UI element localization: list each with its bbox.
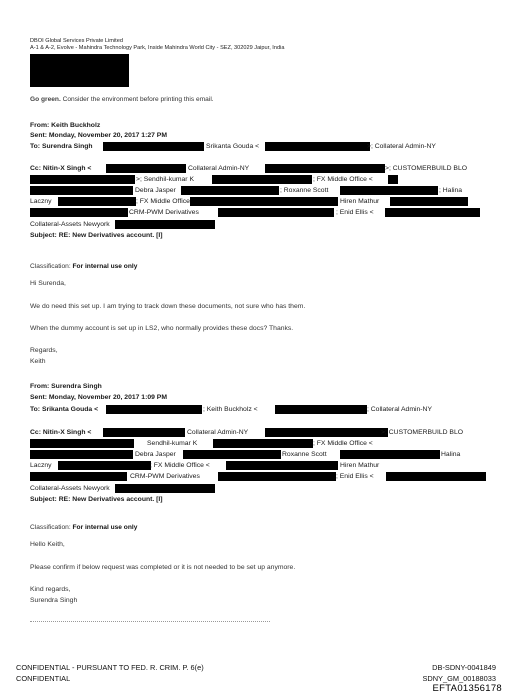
email1-cc-recipient: >; CUSTOMERBUILD BLO [385, 165, 468, 172]
redaction-bar [103, 142, 204, 151]
redaction-bar [218, 472, 336, 481]
classification-value: For internal use only [72, 524, 138, 531]
redaction-block [30, 54, 129, 87]
green-notice-text: Consider the environment before printing this email. [60, 96, 214, 103]
email1-subject: Subject: RE: New Derivatives account. [I] [30, 232, 163, 239]
green-notice-lead: Go green. [30, 96, 61, 103]
email2-cc-recipient: >; CUSTOMERBUILD BLO [381, 429, 464, 436]
redaction-bar [103, 428, 185, 437]
redaction-bar [30, 175, 135, 184]
green-notice [30, 96, 214, 103]
email1-paragraph: When the dummy account is set up in LS2, who normally provides these docs? Thanks. [30, 325, 294, 332]
email1-cc-label: Cc: Nitin-X Singh < [30, 165, 92, 172]
email1-to-label: To: Surendra Singh [30, 143, 93, 150]
redaction-bar [340, 450, 440, 459]
email1-cc-recipient: CRM-PWM Derivatives [129, 209, 199, 216]
redaction-bar [388, 175, 398, 184]
bates-number: EFTA01356178 [432, 683, 502, 694]
footer-confidential: CONFIDENTIAL [16, 674, 71, 683]
email2-cc-recipient: ; Enid Ellis < [336, 473, 374, 480]
company-name: DBOI Global Services Private Limited [30, 38, 123, 44]
email1-cc-recipient: ; Halina [439, 187, 463, 194]
footer-confidential-notice: CONFIDENTIAL - PURSUANT TO FED. R. CRIM. P. 6(e) [16, 663, 204, 672]
email1-greeting: Hi Surenda, [30, 280, 66, 287]
email2-paragraph: Please confirm if below request was completed or it is not needed to be set up anymore. [30, 564, 296, 571]
redaction-bar [190, 197, 338, 206]
email2-sent: Sent: Monday, November 20, 2017 1:09 PM [30, 394, 167, 401]
email1-from: From: Keith Buckholz [30, 122, 101, 129]
redaction-bar [340, 186, 438, 195]
signature-divider [30, 621, 270, 622]
email1-cc-recipient: Debra Jasper [135, 187, 176, 194]
email2-cc-recipient: ; FX Middle Office < [313, 440, 373, 447]
redaction-bar [115, 220, 215, 229]
classification-label: Classification: [30, 263, 73, 270]
redaction-bar [106, 405, 202, 414]
redaction-bar [30, 186, 133, 195]
redaction-bar [106, 164, 186, 173]
email2-cc-recipient: Hiren Mathur [340, 462, 380, 469]
redaction-bar [213, 439, 313, 448]
email2-classification [30, 524, 137, 531]
redaction-bar [30, 208, 128, 217]
email1-classification [30, 263, 137, 270]
redaction-bar [212, 175, 312, 184]
email2-cc-recipient: Debra Jasper [135, 451, 176, 458]
redaction-bar [265, 142, 370, 151]
redaction-bar [30, 439, 134, 448]
email2-cc-recipient: Collateral Admin-NY [187, 429, 249, 436]
redaction-bar [58, 197, 136, 206]
email2-cc-recipient: Roxanne Scott [282, 451, 327, 458]
email1-to-recipient: Srikanta Gouda < [206, 143, 260, 150]
email1-cc-recipient: Collateral-Assets Newyork [30, 221, 110, 228]
redaction-bar [390, 197, 468, 206]
footer-doc-id: SDNY_GM_00188033 [422, 674, 496, 683]
footer-doc-id: DB-SDNY-0041849 [432, 663, 496, 672]
email1-closing: Regards, [30, 347, 58, 354]
redaction-bar [30, 472, 127, 481]
classification-value: For internal use only [72, 263, 138, 270]
redaction-bar [115, 484, 215, 493]
email1-cc-recipient: ; FX Middle Office < [313, 176, 373, 183]
email2-cc-recipient: ; FX Middle Office < [150, 462, 210, 469]
email1-signature: Keith [30, 358, 46, 365]
email1-cc-recipient: ; Enid Ellis < [336, 209, 374, 216]
redaction-bar [275, 405, 367, 414]
email2-closing: Kind regards, [30, 586, 71, 593]
email2-subject: Subject: RE: New Derivatives account. [I] [30, 496, 163, 503]
redaction-bar [226, 461, 338, 470]
email1-to-recipient: >; Collateral Admin-NY [367, 143, 436, 150]
email2-to-recipient: ; Keith Buckholz < [203, 406, 258, 413]
redaction-bar [265, 164, 385, 173]
email2-greeting: Hello Keith, [30, 541, 65, 548]
redaction-bar [181, 186, 279, 195]
email1-paragraph: We do need this set up. I am trying to track down these documents, not sure who has them. [30, 303, 306, 310]
redaction-bar [265, 428, 388, 437]
email1-cc-recipient: >; Sendhil-kumar K [136, 176, 194, 183]
email2-to-label: To: Srikanta Gouda < [30, 406, 99, 413]
redaction-bar [218, 208, 334, 217]
email2-cc-recipient: Sendhil-kumar K [147, 440, 198, 447]
redaction-bar [386, 472, 486, 481]
email2-cc-recipient: Halina [441, 451, 461, 458]
email1-cc-recipient: Hiren Mathur [340, 198, 380, 205]
redaction-bar [30, 450, 133, 459]
email2-from: From: Surendra Singh [30, 383, 102, 390]
email1-cc-recipient: ; FX Middle Office [136, 198, 190, 205]
email2-cc-recipient: Laczny [30, 462, 52, 469]
email1-sent: Sent: Monday, November 20, 2017 1:27 PM [30, 132, 167, 139]
email2-cc-recipient: CRM-PWM Derivatives [130, 473, 200, 480]
email1-cc-recipient: Laczny [30, 198, 52, 205]
email2-signature: Surendra Singh [30, 597, 78, 604]
classification-label: Classification: [30, 524, 73, 531]
redaction-bar [385, 208, 480, 217]
email1-cc-recipient: ; Roxanne Scott [280, 187, 329, 194]
email1-cc-recipient: Collateral Admin-NY [188, 165, 250, 172]
redaction-bar [58, 461, 151, 470]
email2-cc-label: Cc: Nitin-X Singh < [30, 429, 92, 436]
redaction-bar [183, 450, 281, 459]
email2-cc-recipient: Collateral-Assets Newyork [30, 485, 110, 492]
email2-to-recipient: ; Collateral Admin-NY [367, 406, 432, 413]
company-address: A-1 & A-2, Evolve - Mahindra Technology Park, Inside Mahindra World City - SEZ, 302029 Jaipur, India [30, 45, 285, 51]
